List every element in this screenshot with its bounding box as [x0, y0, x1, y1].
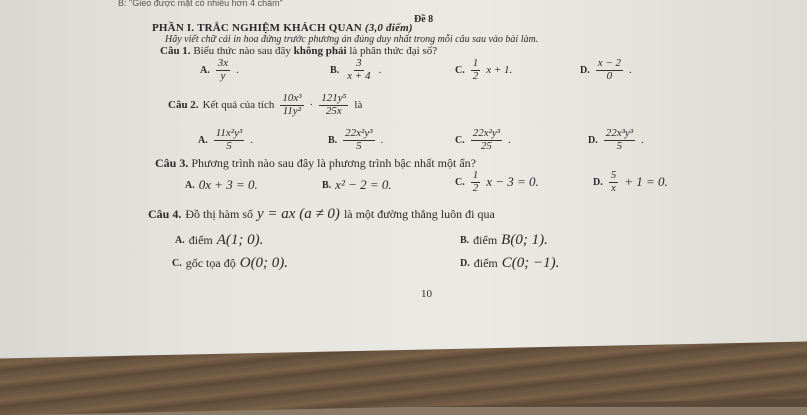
- fraction: [471, 128, 502, 152]
- denominator: 25: [480, 139, 492, 152]
- option-text: điểm: [473, 256, 498, 270]
- denominator: 5: [226, 139, 232, 152]
- q4-text-after: là một đường thẳng luôn đi qua: [343, 207, 495, 221]
- option-tail: .: [508, 134, 511, 147]
- question-3: [155, 156, 476, 171]
- option-label: D.: [460, 258, 470, 269]
- option-math: x − 3 = 0.: [486, 174, 539, 190]
- q1-option-a: [200, 58, 239, 82]
- q3-option-b: [322, 177, 392, 193]
- option-math: C(0; −1).: [501, 255, 560, 271]
- option-label: A.: [175, 235, 185, 246]
- option-label: D.: [580, 64, 590, 76]
- fraction: [596, 58, 623, 82]
- option-label: D.: [593, 176, 603, 188]
- option-label: C.: [455, 64, 465, 76]
- numerator: 22x²y³: [472, 127, 501, 139]
- q1-option-b: [330, 58, 381, 82]
- q4-text-before: Đồ thị hàm số: [185, 207, 254, 221]
- question-4: [148, 206, 495, 223]
- option-tail: x + 1.: [486, 64, 513, 77]
- option-math: A(1; 0).: [216, 232, 264, 248]
- q4-formula: y = ax (a ≠ 0): [257, 206, 340, 222]
- option-tail: .: [629, 64, 632, 77]
- q3-label: Câu 3.: [155, 156, 189, 170]
- option-tail: .: [380, 134, 384, 147]
- q3-option-c: [455, 170, 539, 194]
- numerator: 3x: [217, 57, 229, 69]
- denominator: 2: [472, 69, 479, 82]
- numerator: 5: [610, 169, 617, 181]
- numerator: 10x³: [282, 92, 302, 104]
- option-label: B.: [328, 134, 338, 146]
- q2-fraction-2: [319, 93, 348, 117]
- option-label: A.: [200, 64, 210, 76]
- q1-option-c: [455, 58, 512, 82]
- denominator: 5: [616, 139, 623, 152]
- denominator: 5: [356, 139, 362, 152]
- numerator: 121y⁵: [321, 92, 347, 104]
- option-math: + 1 = 0.: [624, 174, 668, 190]
- q2-option-c: [455, 128, 511, 152]
- option-tail: .: [236, 64, 239, 77]
- top-cut-text: B: "Gieo được mặt có nhiều hơn 4 chấm": [118, 0, 283, 8]
- denominator: x: [611, 181, 616, 194]
- fraction: [471, 170, 481, 194]
- numerator: 1: [472, 169, 479, 181]
- q2-option-a: [198, 128, 253, 152]
- q2-after: là: [354, 99, 363, 112]
- option-math: 0x + 3 = 0.: [198, 177, 258, 192]
- numerator: x − 2: [597, 57, 622, 69]
- q3-option-d: [593, 170, 668, 194]
- q2-label: Câu 2.: [168, 99, 199, 112]
- option-label: C.: [455, 134, 465, 146]
- numerator: 3: [356, 57, 362, 69]
- fraction: [345, 58, 372, 82]
- option-label: D.: [588, 134, 598, 146]
- option-text: điểm: [473, 233, 498, 247]
- numerator: 11x²y³: [215, 127, 243, 139]
- question-2: [168, 93, 362, 117]
- denominator: x + 4: [347, 69, 371, 82]
- part-points: (3,0 điểm): [364, 22, 413, 34]
- q3-text: Phương trình nào sau đây là phương trình bậc nhất một ẩn?: [191, 156, 476, 170]
- q4-option-c: [172, 255, 288, 272]
- fraction: [216, 58, 230, 82]
- fraction: [471, 58, 481, 82]
- denominator: 2: [472, 181, 479, 194]
- part-title: [152, 22, 413, 34]
- option-label: A.: [185, 179, 195, 191]
- numerator: 1: [472, 57, 479, 69]
- option-math: x² − 2 = 0.: [335, 177, 392, 192]
- exam-code: Đề 8: [414, 14, 434, 25]
- q2-option-d: [588, 128, 644, 152]
- fraction: [214, 128, 245, 152]
- numerator: 22x³y³: [605, 127, 634, 139]
- option-label: C.: [455, 176, 465, 188]
- q1-text-before: Biểu thức nào sau đây: [193, 45, 291, 57]
- option-label: C.: [172, 258, 182, 269]
- instruction: Hãy viết chữ cái in hoa đứng trước phương án đúng duy nhất trong mỗi câu sau vào bài làm.: [165, 34, 539, 45]
- q1-label: Câu 1.: [160, 45, 191, 57]
- option-label: B.: [322, 179, 332, 191]
- option-tail: .: [378, 64, 382, 77]
- denominator: 25x: [325, 104, 342, 117]
- option-math: B(0; 1).: [501, 232, 548, 248]
- denominator: 0: [606, 69, 613, 82]
- q1-option-d: [580, 58, 632, 82]
- q4-option-b: [460, 232, 548, 249]
- q1-text-after: là phân thức đại số?: [349, 45, 438, 57]
- q4-label: Câu 4.: [148, 207, 182, 221]
- fraction: [609, 170, 619, 194]
- q4-option-d: [460, 255, 559, 272]
- q2-fraction-1: [280, 93, 303, 117]
- option-label: B.: [460, 235, 470, 246]
- fraction: [604, 128, 635, 152]
- option-label: A.: [198, 134, 208, 146]
- q2-text: Kết quả của tích: [202, 99, 275, 112]
- q4-option-a: [175, 232, 263, 249]
- option-label: B.: [330, 64, 340, 76]
- option-tail: .: [641, 134, 644, 147]
- option-text: gốc tọa độ: [185, 256, 236, 270]
- option-tail: .: [250, 134, 254, 147]
- q1-text-bold: không phải: [293, 45, 347, 57]
- q2-option-b: [328, 128, 383, 152]
- option-text: điểm: [188, 233, 213, 247]
- q3-option-a: [185, 177, 258, 193]
- part-title-text: PHẦN I. TRẮC NGHIỆM KHÁCH QUAN: [152, 22, 362, 34]
- denominator: 11y²: [282, 104, 302, 117]
- multiply-dot: ·: [309, 99, 314, 112]
- numerator: 22x²y³: [345, 127, 373, 139]
- option-math: O(0; 0).: [239, 255, 289, 271]
- fraction: [343, 128, 374, 152]
- denominator: y: [220, 69, 226, 82]
- question-1: [160, 45, 437, 57]
- page-number: 10: [421, 288, 432, 300]
